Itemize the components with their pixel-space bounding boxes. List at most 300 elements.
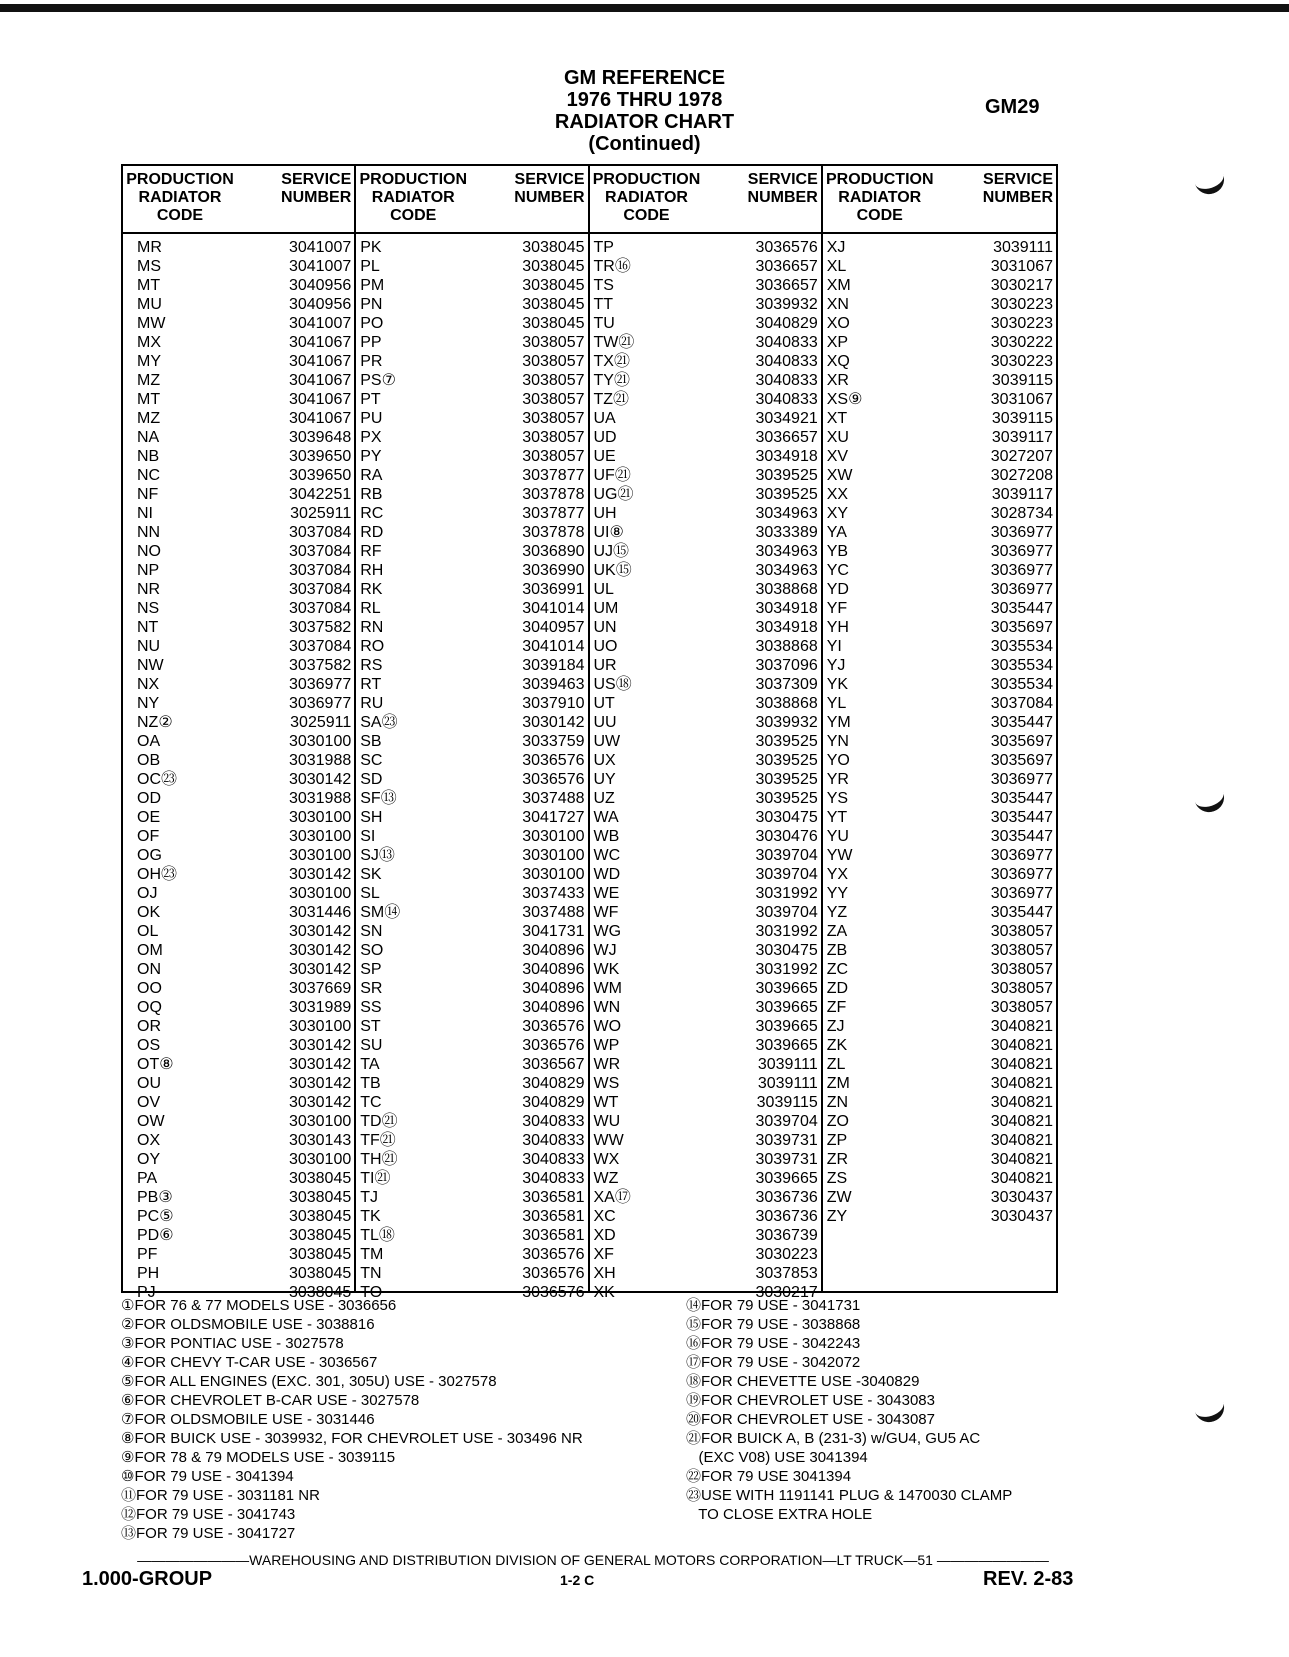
table-row bbox=[123, 808, 354, 827]
production-radiator-code: NC bbox=[137, 467, 161, 484]
table-row bbox=[590, 827, 821, 846]
table-row bbox=[823, 675, 1056, 694]
table-row bbox=[590, 979, 821, 998]
production-radiator-code: UM bbox=[593, 600, 619, 617]
production-radiator-code: WF bbox=[593, 904, 619, 921]
production-radiator-code: SP bbox=[360, 961, 382, 978]
production-radiator-code: XC bbox=[593, 1208, 616, 1225]
table-row bbox=[123, 1036, 354, 1055]
service-number: 3030100 bbox=[288, 885, 352, 902]
footnote: ⑬FOR 79 USE - 3041727 bbox=[121, 1525, 296, 1542]
service-number: 3040833 bbox=[755, 334, 818, 351]
service-number: 3041731 bbox=[522, 923, 585, 940]
service-number: 3036657 bbox=[755, 277, 818, 294]
production-radiator-code: XU bbox=[826, 429, 849, 446]
production-radiator-code: UF㉑ bbox=[593, 467, 631, 484]
service-number: 3030217 bbox=[755, 1284, 818, 1301]
table-row bbox=[356, 656, 587, 675]
production-radiator-code: MX bbox=[137, 334, 161, 351]
service-number: 3038057 bbox=[522, 448, 585, 465]
production-radiator-code: SU bbox=[360, 1037, 383, 1054]
footnote: ⑯FOR 79 USE - 3042243 bbox=[686, 1335, 861, 1352]
service-number: 3033759 bbox=[522, 733, 585, 750]
table-row bbox=[590, 371, 821, 390]
table-row bbox=[590, 1207, 821, 1226]
production-radiator-code: WR bbox=[593, 1056, 621, 1073]
service-number: 3037877 bbox=[522, 505, 585, 522]
footnote: ㉓USE WITH 1191141 PLUG & 1470030 CLAMP bbox=[686, 1487, 1013, 1504]
service-number: 3027207 bbox=[990, 448, 1053, 465]
table-row bbox=[590, 1188, 821, 1207]
table-row bbox=[823, 656, 1056, 675]
table-row bbox=[356, 903, 587, 922]
production-radiator-code: WN bbox=[593, 999, 621, 1016]
production-radiator-code: RN bbox=[360, 619, 384, 636]
table-row bbox=[123, 1017, 354, 1036]
table-row bbox=[123, 751, 354, 770]
table-row bbox=[590, 409, 821, 428]
service-number: 3036977 bbox=[990, 581, 1053, 598]
production-radiator-code: SS bbox=[360, 999, 382, 1016]
table-row bbox=[590, 238, 821, 257]
production-radiator-code: SH bbox=[360, 809, 383, 826]
production-radiator-code: TS bbox=[593, 277, 614, 294]
service-number: 3030100 bbox=[288, 1151, 352, 1168]
table-row bbox=[356, 827, 587, 846]
service-number: 3038045 bbox=[288, 1208, 352, 1225]
table-row bbox=[123, 732, 354, 751]
service-number: 3030437 bbox=[990, 1189, 1053, 1206]
table-row bbox=[590, 751, 821, 770]
production-radiator-code: OR bbox=[137, 1018, 161, 1035]
service-number: 3036657 bbox=[755, 429, 818, 446]
service-number: 3038057 bbox=[990, 980, 1053, 997]
service-number: 3039525 bbox=[755, 486, 818, 503]
table-row bbox=[590, 713, 821, 732]
production-radiator-code: XH bbox=[593, 1265, 616, 1282]
table-row bbox=[123, 1207, 354, 1226]
production-radiator-code: YT bbox=[826, 809, 848, 826]
production-radiator-code: RO bbox=[360, 638, 385, 655]
table-row bbox=[823, 504, 1056, 523]
production-radiator-code: TW㉑ bbox=[593, 334, 635, 351]
service-number: 3036576 bbox=[522, 771, 585, 788]
production-radiator-code: XO bbox=[826, 315, 850, 332]
service-number: 3030142 bbox=[288, 1037, 352, 1054]
footnote: ⑰FOR 79 USE - 3042072 bbox=[686, 1354, 861, 1371]
production-radiator-code: MY bbox=[137, 353, 161, 370]
service-number: 3037084 bbox=[288, 543, 352, 560]
table-row bbox=[823, 580, 1056, 599]
production-radiator-code: YX bbox=[826, 866, 849, 883]
table-row bbox=[123, 1093, 354, 1112]
table-row bbox=[123, 447, 354, 466]
table-row bbox=[123, 694, 354, 713]
production-radiator-code: RD bbox=[360, 524, 384, 541]
service-number: 3038045 bbox=[288, 1246, 352, 1263]
table-row bbox=[356, 1207, 587, 1226]
table-row bbox=[356, 295, 587, 314]
service-number: 3039650 bbox=[288, 448, 352, 465]
table-row bbox=[356, 789, 587, 808]
table-row bbox=[823, 542, 1056, 561]
table-row bbox=[356, 960, 587, 979]
service-number: 3035447 bbox=[990, 600, 1053, 617]
production-radiator-code: WJ bbox=[593, 942, 617, 959]
footnote: (EXC V08) USE 3041394 bbox=[686, 1449, 868, 1466]
service-number: 3042251 bbox=[288, 486, 352, 503]
production-radiator-code: WP bbox=[593, 1037, 620, 1054]
production-radiator-code: XV bbox=[826, 448, 849, 465]
production-radiator-code: UW bbox=[593, 733, 621, 750]
service-number: 3030142 bbox=[288, 923, 352, 940]
table-row bbox=[590, 618, 821, 637]
production-radiator-code: SN bbox=[360, 923, 383, 940]
service-number: 3040896 bbox=[522, 980, 585, 997]
table-row bbox=[823, 1036, 1056, 1055]
service-number: 3036581 bbox=[522, 1189, 585, 1206]
production-radiator-code: YB bbox=[826, 543, 849, 560]
footnote: ⑦FOR OLDSMOBILE USE - 3031446 bbox=[121, 1411, 375, 1428]
table-row bbox=[356, 333, 587, 352]
production-radiator-code: UX bbox=[593, 752, 616, 769]
production-radiator-code: PT bbox=[360, 391, 381, 408]
service-number: 3038057 bbox=[522, 410, 585, 427]
service-number: 3039665 bbox=[755, 980, 818, 997]
production-radiator-code: UO bbox=[593, 638, 618, 655]
production-radiator-code: TX㉑ bbox=[593, 353, 630, 370]
production-radiator-code: SD bbox=[360, 771, 383, 788]
service-number: 3036576 bbox=[522, 1284, 585, 1301]
service-number: 3040821 bbox=[990, 1113, 1053, 1130]
service-number: 3039525 bbox=[755, 467, 818, 484]
table-row bbox=[590, 542, 821, 561]
footnote: ⑥FOR CHEVROLET B-CAR USE - 3027578 bbox=[121, 1392, 420, 1409]
table-row bbox=[123, 466, 354, 485]
service-number: 3036736 bbox=[755, 1189, 818, 1206]
service-number: 3037853 bbox=[755, 1265, 818, 1282]
table-row bbox=[823, 352, 1056, 371]
title-line: 1976 THRU 1978 bbox=[566, 89, 723, 111]
service-number: 3036977 bbox=[990, 847, 1053, 864]
header-text: SERVICE bbox=[983, 171, 1053, 188]
service-number: 3036977 bbox=[990, 524, 1053, 541]
production-radiator-code: MZ bbox=[137, 410, 161, 427]
production-radiator-code: YH bbox=[826, 619, 849, 636]
header-text: SERVICE bbox=[281, 171, 352, 188]
footer-group: 1.000-GROUP bbox=[82, 1568, 213, 1590]
production-radiator-code: PL bbox=[360, 258, 380, 275]
table-row bbox=[590, 447, 821, 466]
table-row bbox=[356, 599, 587, 618]
service-number: 3038057 bbox=[522, 391, 585, 408]
service-number: 3041067 bbox=[288, 334, 352, 351]
service-number: 3030142 bbox=[288, 942, 352, 959]
service-number: 3030100 bbox=[288, 809, 352, 826]
service-number: 3036576 bbox=[522, 1265, 585, 1282]
table-row bbox=[823, 428, 1056, 447]
production-radiator-code: YL bbox=[826, 695, 847, 712]
service-number: 3031988 bbox=[288, 752, 352, 769]
service-number: 3030142 bbox=[288, 1056, 352, 1073]
service-number: 3038045 bbox=[288, 1284, 352, 1301]
service-number: 3031989 bbox=[288, 999, 352, 1016]
title-line: GM REFERENCE bbox=[563, 67, 726, 89]
table-row bbox=[123, 580, 354, 599]
table-row bbox=[823, 466, 1056, 485]
service-number: 3039525 bbox=[755, 771, 818, 788]
production-radiator-code: UI⑧ bbox=[593, 524, 624, 541]
table-row bbox=[823, 751, 1056, 770]
service-number: 3038868 bbox=[755, 638, 818, 655]
production-radiator-code: NI bbox=[137, 505, 153, 522]
table-row bbox=[590, 1055, 821, 1074]
table-row bbox=[823, 599, 1056, 618]
production-radiator-code: YW bbox=[826, 847, 853, 864]
service-number: 3039117 bbox=[991, 429, 1053, 446]
table-row bbox=[823, 485, 1056, 504]
table-row bbox=[356, 1055, 587, 1074]
service-number: 3040833 bbox=[522, 1132, 585, 1149]
table-column bbox=[123, 166, 356, 1301]
table-row bbox=[356, 884, 587, 903]
table-row bbox=[356, 504, 587, 523]
header-text: PRODUCTION bbox=[592, 171, 701, 188]
footnote: ⑳FOR CHEVROLET USE - 3043087 bbox=[686, 1411, 935, 1428]
header-text: CODE bbox=[156, 207, 204, 224]
service-number: 3035534 bbox=[990, 638, 1053, 655]
production-radiator-code: UZ bbox=[593, 790, 615, 807]
production-radiator-code: WK bbox=[593, 961, 620, 978]
production-radiator-code: ZS bbox=[826, 1170, 848, 1187]
table-column bbox=[590, 166, 823, 1301]
footer-revision: REV. 2-83 bbox=[983, 1568, 1074, 1590]
service-number: 3039115 bbox=[756, 1094, 818, 1111]
table-row bbox=[590, 637, 821, 656]
footnote: ③FOR PONTIAC USE - 3027578 bbox=[121, 1335, 344, 1352]
table-row bbox=[356, 675, 587, 694]
table-row bbox=[590, 561, 821, 580]
service-number: 3030100 bbox=[522, 828, 585, 845]
production-radiator-code: XL bbox=[826, 258, 847, 275]
service-number: 3039932 bbox=[755, 296, 818, 313]
production-radiator-code: UN bbox=[593, 619, 617, 636]
service-number: 3037877 bbox=[522, 467, 585, 484]
table-row bbox=[823, 1017, 1056, 1036]
table-row bbox=[590, 295, 821, 314]
service-number: 3030100 bbox=[522, 847, 585, 864]
service-number: 3036977 bbox=[990, 562, 1053, 579]
table-row bbox=[356, 637, 587, 656]
production-radiator-code: PM bbox=[360, 277, 385, 294]
production-radiator-code: RC bbox=[360, 505, 384, 522]
table-row bbox=[356, 732, 587, 751]
header-text: PRODUCTION bbox=[825, 171, 934, 188]
service-number: 3038057 bbox=[522, 353, 585, 370]
service-number: 3031067 bbox=[990, 391, 1053, 408]
production-radiator-code: TA bbox=[360, 1056, 380, 1073]
production-radiator-code: ZB bbox=[826, 942, 848, 959]
table-row bbox=[590, 675, 821, 694]
service-number: 3030142 bbox=[522, 714, 585, 731]
table-row bbox=[123, 1112, 354, 1131]
header-text: RADIATOR bbox=[838, 189, 922, 206]
production-radiator-code: PD⑥ bbox=[137, 1227, 174, 1244]
production-radiator-code: NB bbox=[137, 448, 160, 465]
production-radiator-code: YR bbox=[826, 771, 849, 788]
production-radiator-code: YK bbox=[826, 676, 849, 693]
footnotes-left bbox=[121, 1296, 583, 1543]
production-radiator-code: UA bbox=[593, 410, 616, 427]
table-row bbox=[823, 314, 1056, 333]
production-radiator-code: UE bbox=[593, 448, 616, 465]
table-row bbox=[823, 770, 1056, 789]
service-number: 3039111 bbox=[757, 1075, 818, 1092]
table-row bbox=[823, 371, 1056, 390]
production-radiator-code: XY bbox=[826, 505, 849, 522]
column-header bbox=[823, 166, 1056, 234]
service-number: 3039665 bbox=[755, 1037, 818, 1054]
table-row bbox=[123, 713, 354, 732]
production-radiator-code: OG bbox=[137, 847, 162, 864]
table-row bbox=[123, 846, 354, 865]
service-number: 3038868 bbox=[755, 695, 818, 712]
service-number: 3041007 bbox=[288, 239, 352, 256]
production-radiator-code: UH bbox=[593, 505, 617, 522]
service-number: 3037084 bbox=[288, 600, 352, 617]
table-row bbox=[823, 523, 1056, 542]
production-radiator-code: NT bbox=[137, 619, 159, 636]
table-row bbox=[823, 713, 1056, 732]
production-radiator-code: YJ bbox=[826, 657, 846, 674]
production-radiator-code: PK bbox=[360, 239, 382, 256]
service-number: 3034963 bbox=[755, 543, 818, 560]
service-number: 3040833 bbox=[755, 372, 818, 389]
service-number: 3039111 bbox=[757, 1056, 818, 1073]
production-radiator-code: ST bbox=[360, 1018, 381, 1035]
footnote: ⑱FOR CHEVETTE USE -3040829 bbox=[686, 1373, 920, 1390]
footnote: ⑪FOR 79 USE - 3031181 NR bbox=[121, 1487, 320, 1504]
table-row bbox=[123, 656, 354, 675]
service-number: 3039704 bbox=[755, 1113, 818, 1130]
service-number: 3030142 bbox=[288, 866, 352, 883]
service-number: 3040833 bbox=[755, 353, 818, 370]
table-row bbox=[590, 941, 821, 960]
production-radiator-code: MW bbox=[137, 315, 166, 332]
service-number: 3038057 bbox=[990, 999, 1053, 1016]
header-production-radiator-code bbox=[825, 171, 935, 225]
production-radiator-code: XF bbox=[593, 1246, 614, 1263]
service-number: 3035697 bbox=[990, 733, 1053, 750]
binder-hole-mark bbox=[1192, 1394, 1228, 1426]
production-radiator-code: PB③ bbox=[137, 1189, 173, 1206]
table-row bbox=[590, 485, 821, 504]
production-radiator-code: YZ bbox=[826, 904, 848, 921]
production-radiator-code: RF bbox=[360, 543, 382, 560]
production-radiator-code: XM bbox=[826, 277, 851, 294]
production-radiator-code: WS bbox=[593, 1075, 620, 1092]
table-row bbox=[823, 276, 1056, 295]
column-header bbox=[123, 166, 354, 234]
service-number: 3036977 bbox=[288, 695, 352, 712]
column-header bbox=[590, 166, 821, 234]
production-radiator-code: XX bbox=[826, 486, 849, 503]
service-number: 3036576 bbox=[522, 1037, 585, 1054]
table-row bbox=[123, 257, 354, 276]
table-row bbox=[823, 903, 1056, 922]
table-row bbox=[823, 694, 1056, 713]
production-radiator-code: XW bbox=[826, 467, 853, 484]
production-radiator-code: YO bbox=[826, 752, 850, 769]
table-row bbox=[356, 751, 587, 770]
table-row bbox=[356, 770, 587, 789]
service-number: 3038057 bbox=[522, 334, 585, 351]
table-row bbox=[356, 1169, 587, 1188]
footnotes-right bbox=[686, 1296, 1012, 1524]
service-number: 3039525 bbox=[755, 733, 818, 750]
service-number: 3034918 bbox=[755, 600, 818, 617]
table-row bbox=[823, 295, 1056, 314]
service-number: 3040829 bbox=[522, 1075, 585, 1092]
service-number: 3030476 bbox=[755, 828, 818, 845]
production-radiator-code: OM bbox=[137, 942, 163, 959]
production-radiator-code: WD bbox=[593, 866, 621, 883]
table-row bbox=[123, 409, 354, 428]
production-radiator-code: UY bbox=[593, 771, 616, 788]
service-number: 3025911 bbox=[290, 505, 352, 522]
service-number: 3030222 bbox=[990, 334, 1053, 351]
service-number: 3038045 bbox=[288, 1170, 352, 1187]
table-row bbox=[590, 390, 821, 409]
service-number: 3038045 bbox=[288, 1227, 352, 1244]
production-radiator-code: YF bbox=[826, 600, 848, 617]
production-radiator-code: WX bbox=[593, 1151, 620, 1168]
production-radiator-code: TN bbox=[360, 1265, 382, 1282]
service-number: 3040821 bbox=[990, 1056, 1053, 1073]
production-radiator-code: XQ bbox=[826, 353, 850, 370]
production-radiator-code: MS bbox=[137, 258, 161, 275]
service-number: 3034963 bbox=[755, 562, 818, 579]
service-number: 3036977 bbox=[990, 885, 1053, 902]
header-text: SERVICE bbox=[514, 171, 585, 188]
table-row bbox=[356, 1264, 587, 1283]
production-radiator-code: NF bbox=[137, 486, 159, 503]
service-number: 3028734 bbox=[990, 505, 1053, 522]
service-number: 3030475 bbox=[755, 809, 818, 826]
production-radiator-code: OC㉓ bbox=[137, 771, 178, 788]
production-radiator-code: MR bbox=[137, 239, 162, 256]
header-text: CODE bbox=[390, 207, 437, 224]
table-row bbox=[590, 428, 821, 447]
service-number: 3040821 bbox=[990, 1170, 1053, 1187]
footnote: ⑨FOR 78 & 79 MODELS USE - 3039115 bbox=[121, 1449, 396, 1466]
production-radiator-code: UJ⑮ bbox=[593, 543, 630, 560]
service-number: 3037084 bbox=[288, 562, 352, 579]
footnote: ⑧FOR BUICK USE - 3039932, FOR CHEVROLET USE - 303496 NR bbox=[121, 1430, 583, 1447]
table-row bbox=[823, 637, 1056, 656]
service-number: 3039648 bbox=[288, 429, 352, 446]
service-number: 3036990 bbox=[522, 562, 585, 579]
service-number: 3037582 bbox=[288, 619, 352, 636]
table-row bbox=[823, 922, 1056, 941]
production-radiator-code: PA bbox=[137, 1170, 158, 1187]
table-row bbox=[823, 789, 1056, 808]
production-radiator-code: WE bbox=[593, 885, 620, 902]
table-row bbox=[356, 713, 587, 732]
table-row bbox=[823, 1169, 1056, 1188]
table-row bbox=[356, 580, 587, 599]
table-row bbox=[823, 865, 1056, 884]
